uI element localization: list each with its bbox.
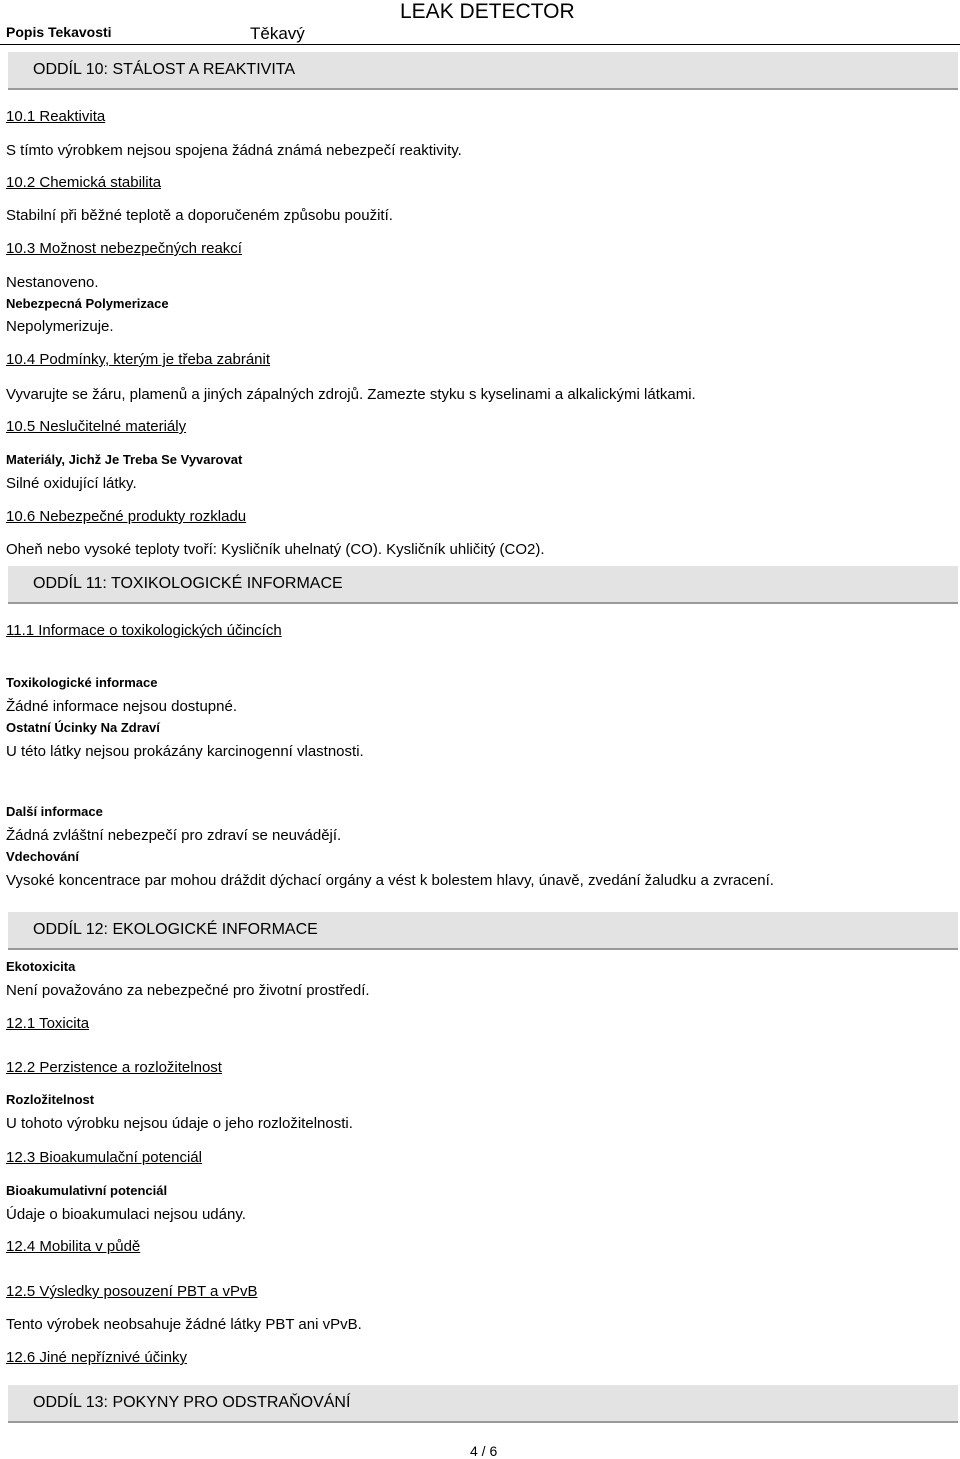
section-11-title: ODDÍL 11: TOXIKOLOGICKÉ INFORMACE bbox=[33, 575, 343, 592]
page-header bbox=[0, 0, 960, 44]
page-number: 4 / 6 bbox=[470, 1443, 498, 1459]
text-10-1: S tímto výrobkem nejsou spojena žádná známá nebezpečí reaktivity. bbox=[6, 142, 462, 159]
subsection-10-5: 10.5 Neslučitelné materiály bbox=[6, 418, 187, 435]
subsection-10-3: 10.3 Možnost nebezpečných reakcí bbox=[6, 240, 242, 257]
label-toxicological-info: Toxikologické informace bbox=[6, 675, 158, 690]
section-12-title: ODDÍL 12: EKOLOGICKÉ INFORMACE bbox=[33, 921, 318, 938]
label-polymerization: Nebezpecná Polymerizace bbox=[6, 296, 169, 311]
label-avoid-materials: Materiály, Jichž Je Treba Se Vyvarovat bbox=[6, 452, 243, 467]
subsection-12-1: 12.1 Toxicita bbox=[6, 1015, 90, 1032]
section-13-title: ODDÍL 13: POKYNY PRO ODSTRAŇOVÁNÍ bbox=[33, 1394, 351, 1411]
subsection-12-3: 12.3 Bioakumulační potenciál bbox=[6, 1149, 202, 1166]
header-divider bbox=[0, 44, 960, 45]
text-10-4: Vyvarujte se žáru, plamenů a jiných zápalných zdrojů. Zamezte styku s kyselinami a alkalickými látkami. bbox=[6, 386, 696, 403]
subsection-12-5: 12.5 Výsledky posouzení PBT a vPvB bbox=[6, 1283, 258, 1300]
text-10-5: Silné oxidující látky. bbox=[6, 475, 137, 492]
text-inhalation: Vysoké koncentrace par mohou dráždit dýchací orgány a vést k bolestem hlavy, únavě, zvedání žaludku a zvracení. bbox=[6, 872, 774, 889]
header-product-name: LEAK DETECTOR bbox=[400, 0, 575, 23]
text-polymerization: Nepolymerizuje. bbox=[6, 318, 114, 335]
subsection-10-6: 10.6 Nebezpečné produkty rozkladu bbox=[6, 508, 247, 525]
section-13-heading bbox=[8, 1385, 958, 1423]
subsection-12-2: 12.2 Perzistence a rozložitelnost bbox=[6, 1059, 222, 1076]
text-further-info: Žádná zvláštní nebezpečí pro zdraví se neuvádějí. bbox=[6, 827, 342, 844]
section-10-heading bbox=[8, 52, 958, 90]
subsection-12-6: 12.6 Jiné nepříznivé účinky bbox=[6, 1349, 187, 1366]
text-degradability: U tohoto výrobku nejsou údaje o jeho rozložitelnosti. bbox=[6, 1115, 353, 1132]
subsection-12-4: 12.4 Mobilita v půdě bbox=[6, 1238, 141, 1255]
header-middle: Těkavý bbox=[250, 24, 305, 43]
subsection-10-4: 10.4 Podmínky, kterým je třeba zabránit bbox=[6, 351, 271, 368]
label-other-health-effects: Ostatní Úcinky Na Zdraví bbox=[6, 720, 160, 735]
subsection-11-1: 11.1 Informace o toxikologických účincích bbox=[6, 622, 282, 639]
text-bioaccumulative: Údaje o bioakumulaci nejsou udány. bbox=[6, 1206, 246, 1223]
section-12-heading bbox=[8, 912, 958, 950]
text-pbt: Tento výrobek neobsahuje žádné látky PBT ani vPvB. bbox=[6, 1316, 362, 1333]
text-10-2: Stabilní při běžné teplotě a doporučeném způsobu použití. bbox=[6, 207, 393, 224]
text-10-6: Oheň nebo vysoké teploty tvoří: Kysličník uhelnatý (CO). Kysličník uhličitý (CO2). bbox=[6, 541, 545, 558]
section-11-heading bbox=[8, 566, 958, 604]
header-left: Popis Tekavosti bbox=[6, 24, 112, 40]
text-10-3: Nestanoveno. bbox=[6, 274, 99, 291]
section-10-title: ODDÍL 10: STÁLOST A REAKTIVITA bbox=[33, 61, 296, 78]
label-further-info: Další informace bbox=[6, 804, 103, 819]
label-bioaccumulative: Bioakumulativní potenciál bbox=[6, 1183, 168, 1198]
text-toxicological-info: Žádné informace nejsou dostupné. bbox=[6, 698, 237, 715]
text-other-health-effects: U této látky nejsou prokázány karcinogenní vlastnosti. bbox=[6, 743, 364, 760]
subsection-10-2: 10.2 Chemická stabilita bbox=[6, 174, 162, 191]
label-degradability: Rozložitelnost bbox=[6, 1092, 95, 1107]
label-ecotoxicity: Ekotoxicita bbox=[6, 959, 76, 974]
text-ecotoxicity: Není považováno za nebezpečné pro životní prostředí. bbox=[6, 982, 370, 999]
label-inhalation: Vdechování bbox=[6, 849, 79, 864]
subsection-10-1: 10.1 Reaktivita bbox=[6, 108, 106, 125]
